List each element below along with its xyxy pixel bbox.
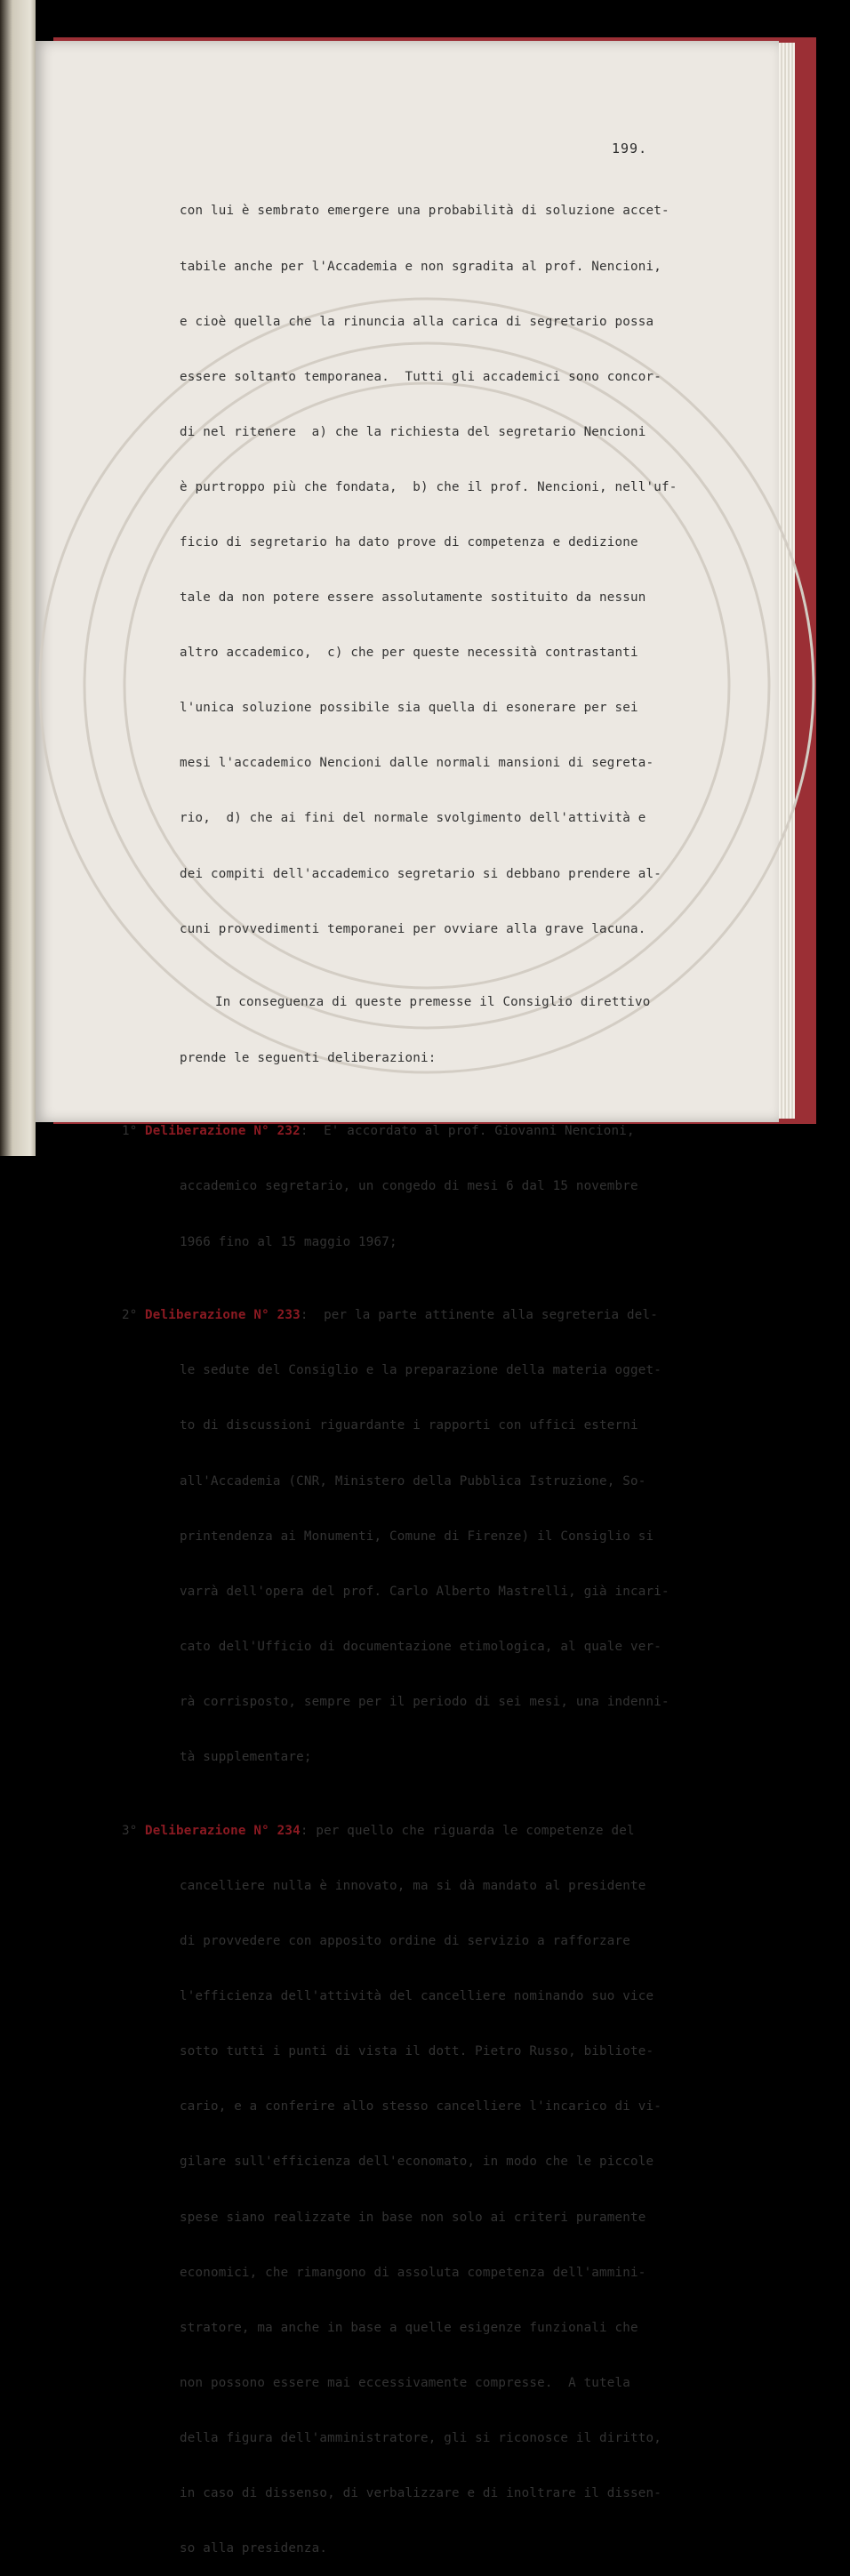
text-line: gilare sull'efficienza dell'economato, in modo che le piccole bbox=[180, 2155, 654, 2170]
deliberation-number: 2° bbox=[122, 1308, 138, 1323]
deliberation-number: 1° bbox=[122, 1124, 138, 1139]
deliberation-first-line: : per la parte attinente alla segreteria del- bbox=[300, 1308, 658, 1323]
text-line: stratore, ma anche in base a quelle esigenze funzionali che bbox=[180, 2320, 638, 2335]
text-line: rà corrisposto, sempre per il periodo di sei mesi, una indenni- bbox=[180, 1694, 670, 1709]
deliberation-heading bbox=[0, 1822, 800, 1841]
text-line: di nel ritenere a) che la richiesta del segretario Nencioni bbox=[180, 424, 646, 439]
text-line: ficio di segretario ha dato prove di competenza e dedizione bbox=[180, 534, 638, 550]
text-line: cato dell'Ufficio di documentazione etimologica, al quale ver- bbox=[180, 1639, 662, 1654]
text-line: cuni provvedimenti temporanei per ovviare alla grave lacuna. bbox=[180, 921, 646, 936]
document-text bbox=[0, 165, 800, 2576]
text-line: altro accademico, c) che per queste necessità contrastanti bbox=[180, 646, 638, 661]
text-line: è purtroppo più che fondata, b) che il prof. Nencioni, nell'uf- bbox=[180, 479, 678, 494]
text-line: l'unica soluzione possibile sia quella di esonerare per sei bbox=[180, 701, 638, 716]
page-number: 199. bbox=[612, 140, 648, 156]
text-line: essere soltanto temporanea. Tutti gli accademici sono concor- bbox=[180, 369, 662, 384]
text-line: sotto tutti i punti di vista il dott. Pietro Russo, bibliote- bbox=[180, 2044, 654, 2059]
text-line: di provvedere con apposito ordine di servizio a rafforzare bbox=[180, 1934, 631, 1949]
text-line: l'efficienza dell'attività del cancelliere nominando suo vice bbox=[180, 1989, 654, 2004]
text-line: e cioè quella che la rinuncia alla carica di segretario possa bbox=[180, 314, 654, 329]
deliberation-heading bbox=[0, 1306, 800, 1325]
text-line: dei compiti dell'accademico segretario si debbano prendere al- bbox=[180, 866, 662, 881]
text-line: le sedute del Consiglio e la preparazione della materia ogget- bbox=[180, 1363, 662, 1378]
text-line: prende le seguenti deliberazioni: bbox=[180, 1050, 437, 1065]
deliberation-number: 3° bbox=[122, 1823, 138, 1838]
text-line: rio, d) che ai fini del normale svolgimento dell'attività e bbox=[180, 811, 646, 826]
text-line: in caso di dissenso, di verbalizzare e di inoltrare il dissen- bbox=[180, 2485, 662, 2500]
text-line: to di discussioni riguardante i rapporti con uffici esterni bbox=[180, 1418, 638, 1433]
text-line: della figura dell'amministratore, gli si riconosce il diritto, bbox=[180, 2430, 662, 2445]
deliberation-title: Deliberazione N° 233 bbox=[145, 1308, 301, 1323]
text-line: 1966 fino al 15 maggio 1967; bbox=[180, 1234, 397, 1249]
deliberation-title: Deliberazione N° 232 bbox=[145, 1124, 301, 1139]
text-line: economici, che rimangono di assoluta competenza dell'ammini- bbox=[180, 2265, 646, 2280]
deliberation-heading bbox=[0, 1122, 800, 1141]
text-line: cancelliere nulla è innovato, ma si dà mandato al presidente bbox=[180, 1878, 646, 1893]
text-line: all'Accademia (CNR, Ministero della Pubblica Istruzione, So- bbox=[180, 1473, 646, 1489]
text-line: varrà dell'opera del prof. Carlo Alberto Mastrelli, già incari- bbox=[180, 1584, 670, 1599]
text-line: accademico segretario, un congedo di mesi 6 dal 15 novembre bbox=[180, 1179, 638, 1194]
deliberation-first-line: : per quello che riguarda le competenze del bbox=[300, 1823, 635, 1838]
text-line: tabile anche per l'Accademia e non sgradita al prof. Nencioni, bbox=[180, 259, 662, 274]
text-line: so alla presidenza. bbox=[180, 2541, 328, 2556]
text-line: tale da non potere essere assolutamente sostituito da nessun bbox=[180, 590, 646, 606]
text-line: con lui è sembrato emergere una probabilità di soluzione accet- bbox=[180, 204, 670, 219]
deliberation-first-line: : E' accordato al prof. Giovanni Nencioni, bbox=[300, 1124, 635, 1139]
text-line: mesi l'accademico Nencioni dalle normali mansioni di segreta- bbox=[180, 756, 654, 771]
deliberation-title: Deliberazione N° 234 bbox=[145, 1823, 301, 1838]
text-line: non possono essere mai eccessivamente compresse. A tutela bbox=[180, 2375, 631, 2390]
text-line: spese siano realizzate in base non solo ai criteri puramente bbox=[180, 2210, 646, 2225]
text-line: printendenza ai Monumenti, Comune di Firenze) il Consiglio si bbox=[180, 1529, 654, 1544]
text-line: tà supplementare; bbox=[180, 1750, 312, 1765]
text-line: In conseguenza di queste premesse il Consiglio direttivo bbox=[215, 995, 651, 1010]
text-line: cario, e a conferire allo stesso cancelliere l'incarico di vi- bbox=[180, 2099, 662, 2115]
